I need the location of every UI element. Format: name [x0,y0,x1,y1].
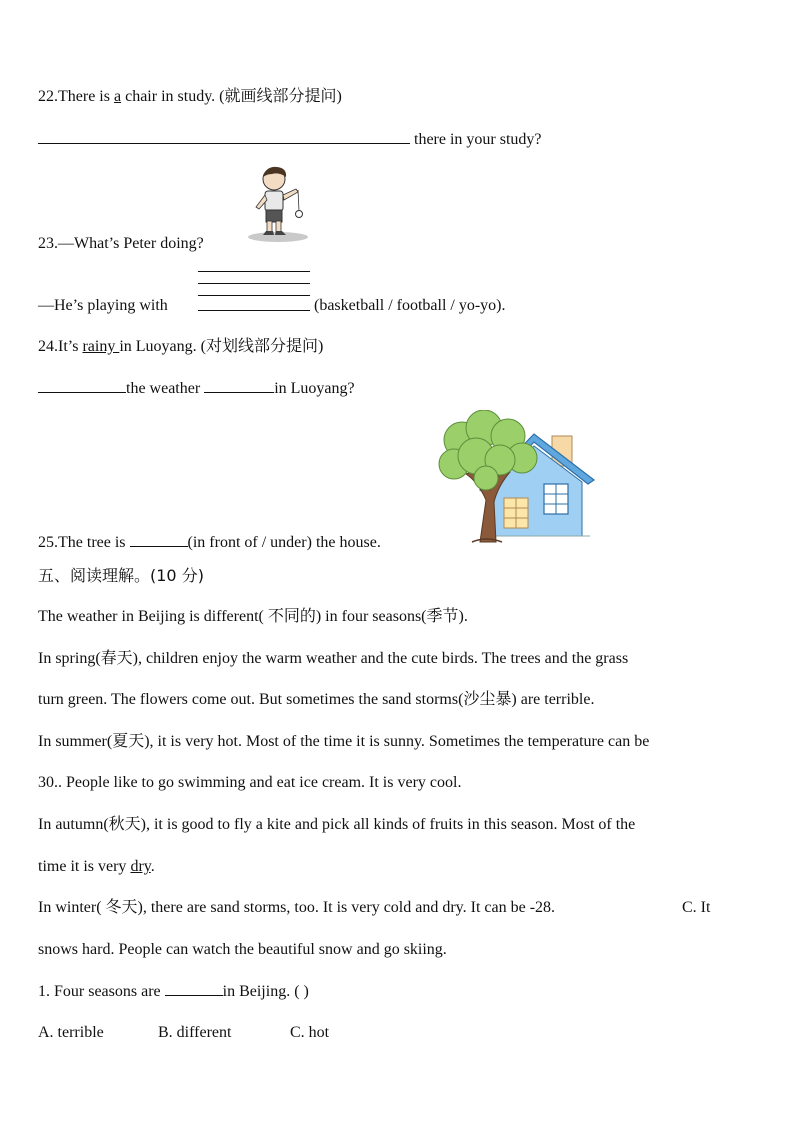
q24-blank-1[interactable] [38,378,126,393]
passage-line-7 [38,857,155,877]
mcq1-stem-post: in Beijing. ( ) [222,983,309,1000]
section-heading: 五、阅读理解。(10 分) [38,566,204,585]
q23-question: 23.—What’s Peter doing? [38,235,204,252]
passage-line-2: In spring(春天), children enjoy the warm weather and the cute birds. The trees and the grass [38,650,629,667]
q25-question [38,532,381,553]
mcq1-option-c[interactable]: C. hot [290,1024,330,1041]
q22-underlined: a [113,88,122,105]
q22-answer-blank[interactable] [38,129,410,144]
q25-post: (in front of / under) the house. [187,534,381,551]
q23-options: (basketball / football / yo-yo). [314,297,506,314]
q24-post: in Luoyang. (对划线部分提问) [119,338,324,355]
passage-line-8-end: C. It [682,899,711,916]
q23-blank-line-2[interactable] [198,283,310,284]
passage-line-1: The weather in Beijing is different( 不同的) in four seasons(季节). [38,608,468,625]
passage-line-8: In winter( 冬天), there are sand storms, too. It is very cold and dry. It can be -28. [38,899,556,916]
q24-answer-line [38,378,355,399]
mcq1-option-a[interactable]: A. terrible [38,1024,104,1041]
passage-line-6: In autumn(秋天), it is good to fly a kite and pick all kinds of fruits in this season. Most of the [38,816,636,833]
passage-line-4: In summer(夏天), it is very hot. Most of the time it is sunny. Sometimes the temperature can be [38,733,650,750]
q22-answer-tail: there in your study? [410,131,542,148]
mcq1-option-b[interactable]: B. different [158,1024,232,1041]
mcq1-blank[interactable] [165,981,223,996]
q22-num: 22. [38,88,58,105]
passage-line-3: turn green. The flowers come out. But sometimes the sand storms(沙尘暴) are terrible. [38,691,595,708]
q24-question [38,337,323,357]
q25-blank[interactable] [130,532,188,547]
q24-tail: in Luoyang? [274,380,355,397]
q25-pre: 25.The tree is [38,534,130,551]
q23-answer-blank[interactable] [198,310,310,311]
q24-underlined: rainy [82,338,120,355]
passage-line-5: 30.. People like to go swimming and eat ice cream. It is very cool. [38,774,462,791]
mcq1-stem-pre: 1. Four seasons are [38,983,165,1000]
q22-pre: There is [58,88,114,105]
q23-blank-line-1[interactable] [198,271,310,272]
mcq1-stem [38,981,309,1002]
q22-post: chair in study. (就画线部分提问) [121,88,342,105]
passage-line-7-underlined: dry [130,858,151,875]
q24-blank-2[interactable] [204,378,274,393]
q23-answer-pre: —He’s playing with [38,297,168,314]
boy-yoyo-illustration [244,165,312,243]
q22-question [38,87,342,107]
tree-house-illustration [436,410,598,548]
q23-blank-line-3[interactable] [198,295,310,296]
q24-pre: 24.It’s [38,338,83,355]
q22-answer-line [38,129,542,150]
passage-line-7-post: . [150,858,155,875]
q24-mid: the weather [126,380,205,397]
passage-line-9: snows hard. People can watch the beautiful snow and go skiing. [38,941,447,958]
passage-line-7-pre: time it is very [38,858,131,875]
